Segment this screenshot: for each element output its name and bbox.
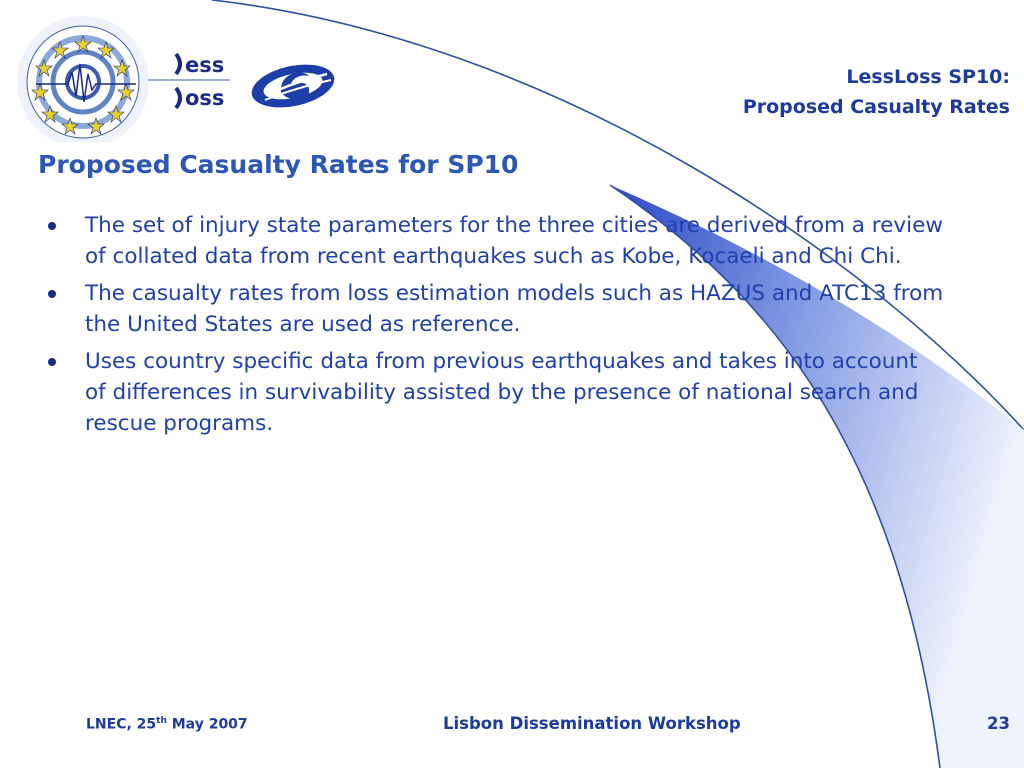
bullet-dot-icon — [48, 290, 56, 298]
page-number: 23 — [987, 714, 1010, 733]
header-title — [743, 62, 1010, 122]
footer-event: Lisbon Dissemination Workshop — [443, 714, 741, 733]
footer-date-suffix: May 2007 — [166, 716, 248, 733]
footer-date-prefix: LNEC, 25 — [86, 716, 157, 733]
bullet-text: The set of injury state parameters for the three cities are derived from a review of collated data from recent earthquakes such as Kobe, Kocaeli and Chi Chi. — [85, 213, 943, 269]
seismogram-stars-icon — [17, 16, 230, 142]
bullet-dot-icon — [48, 222, 56, 230]
header-title-line2: Proposed Casualty Rates — [742, 96, 1010, 118]
bullet-item — [44, 210, 944, 272]
bullet-dot-icon — [48, 358, 56, 366]
bullet-text: Uses country specific data from previous earthquakes and takes into account of differences in survivability assisted by the presence of national search and rescue programs. — [85, 349, 919, 436]
footer-date — [86, 716, 248, 733]
bullet-item — [44, 346, 944, 439]
slide-heading: Proposed Casualty Rates for SP10 — [38, 150, 519, 179]
lessloss-logo-line1: ess — [185, 53, 225, 77]
bullet-list — [44, 210, 944, 445]
header-title-line1: LessLoss SP10: — [846, 66, 1010, 88]
logo-area — [8, 12, 348, 142]
lessloss-logo-line2: oss — [185, 86, 225, 110]
fp6-logo-icon — [248, 58, 338, 115]
footer-date-sup: th — [156, 716, 167, 726]
bullet-item — [44, 278, 944, 340]
bullet-text: The casualty rates from loss estimation models such as HAZUS and ATC13 from the United States are used as reference. — [85, 281, 944, 337]
